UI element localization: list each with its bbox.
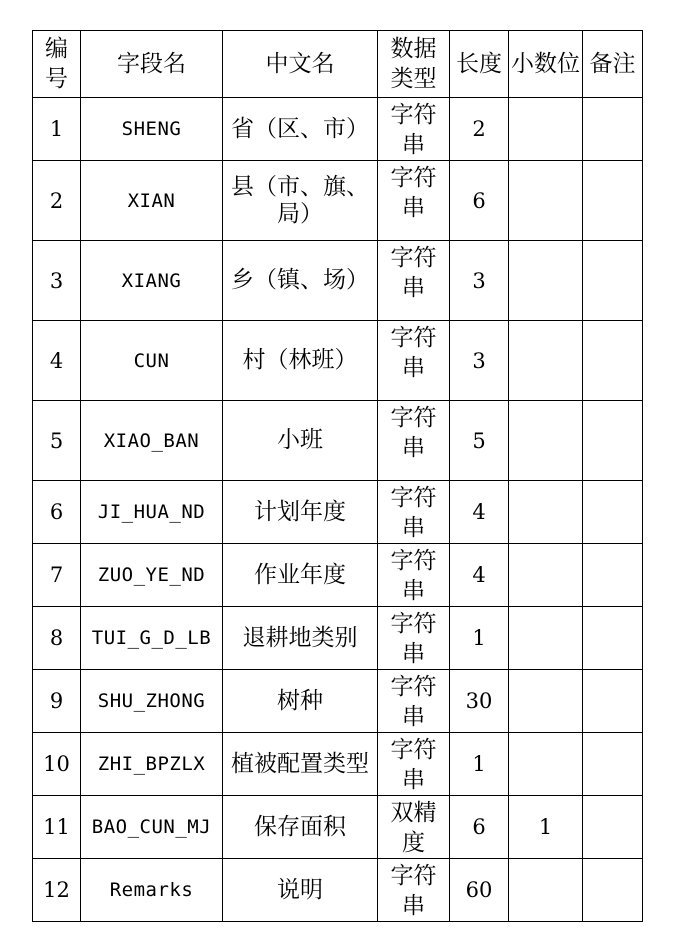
remarks-cell <box>583 161 643 241</box>
data-type-cell: 字符串 <box>378 859 450 922</box>
header-length: 长度 <box>450 31 509 98</box>
data-type-cell: 双精度 <box>378 796 450 859</box>
remarks-cell <box>583 859 643 922</box>
chinese-name-cell: 作业年度 <box>223 544 378 607</box>
length-cell: 1 <box>450 607 509 670</box>
field-name-cell: SHENG <box>81 98 223 161</box>
field-name-cell: Remarks <box>81 859 223 922</box>
remarks-cell <box>583 670 643 733</box>
field-name-cell: ZHI_BPZLX <box>81 733 223 796</box>
table-row <box>33 796 643 859</box>
table-row <box>33 607 643 670</box>
length-cell: 3 <box>450 321 509 401</box>
table-row <box>33 859 643 922</box>
field-name-cell: SHU_ZHONG <box>81 670 223 733</box>
length-cell: 2 <box>450 98 509 161</box>
length-cell: 60 <box>450 859 509 922</box>
length-cell: 3 <box>450 241 509 321</box>
decimals-cell <box>509 321 583 401</box>
chinese-name-cell: 保存面积 <box>223 796 378 859</box>
data-type-cell: 字符串 <box>378 241 450 321</box>
chinese-name-cell: 省（区、市） <box>223 98 378 161</box>
table-body <box>33 98 643 922</box>
row-number-cell: 8 <box>33 607 81 670</box>
chinese-name-cell: 乡（镇、场） <box>223 241 378 321</box>
chinese-name-cell: 村（林班） <box>223 321 378 401</box>
chinese-name-cell: 退耕地类别 <box>223 607 378 670</box>
row-number-cell: 1 <box>33 98 81 161</box>
chinese-name-cell: 小班 <box>223 401 378 481</box>
table-row <box>33 98 643 161</box>
decimals-cell <box>509 859 583 922</box>
data-type-cell: 字符串 <box>378 544 450 607</box>
table-row <box>33 733 643 796</box>
remarks-cell <box>583 481 643 544</box>
field-name-cell: JI_HUA_ND <box>81 481 223 544</box>
row-number-cell: 2 <box>33 161 81 241</box>
header-chinese-name: 中文名 <box>223 31 378 98</box>
field-name-cell: BAO_CUN_MJ <box>81 796 223 859</box>
data-type-cell: 字符串 <box>378 607 450 670</box>
field-name-cell: XIAO_BAN <box>81 401 223 481</box>
field-definition-table <box>32 30 643 922</box>
length-cell: 6 <box>450 161 509 241</box>
remarks-cell <box>583 401 643 481</box>
decimals-cell <box>509 481 583 544</box>
table-row <box>33 670 643 733</box>
field-name-cell: XIANG <box>81 241 223 321</box>
length-cell: 4 <box>450 481 509 544</box>
length-cell: 5 <box>450 401 509 481</box>
table-row <box>33 241 643 321</box>
chinese-name-cell: 植被配置类型 <box>223 733 378 796</box>
chinese-name-cell: 树种 <box>223 670 378 733</box>
row-number-cell: 7 <box>33 544 81 607</box>
header-data-type: 数据类型 <box>378 31 450 98</box>
length-cell: 6 <box>450 796 509 859</box>
remarks-cell <box>583 796 643 859</box>
row-number-cell: 6 <box>33 481 81 544</box>
data-type-cell: 字符串 <box>378 161 450 241</box>
remarks-cell <box>583 607 643 670</box>
field-name-cell: CUN <box>81 321 223 401</box>
header-no: 编号 <box>33 31 81 98</box>
decimals-cell <box>509 544 583 607</box>
decimals-cell: 1 <box>509 796 583 859</box>
data-type-cell: 字符串 <box>378 321 450 401</box>
data-type-cell: 字符串 <box>378 670 450 733</box>
length-cell: 30 <box>450 670 509 733</box>
row-number-cell: 9 <box>33 670 81 733</box>
data-type-cell: 字符串 <box>378 481 450 544</box>
row-number-cell: 10 <box>33 733 81 796</box>
data-type-cell: 字符串 <box>378 733 450 796</box>
length-cell: 4 <box>450 544 509 607</box>
chinese-name-cell: 计划年度 <box>223 481 378 544</box>
table-row <box>33 321 643 401</box>
header-decimals: 小数位 <box>509 31 583 98</box>
header-remarks: 备注 <box>583 31 643 98</box>
remarks-cell <box>583 733 643 796</box>
row-number-cell: 11 <box>33 796 81 859</box>
row-number-cell: 4 <box>33 321 81 401</box>
decimals-cell <box>509 733 583 796</box>
decimals-cell <box>509 401 583 481</box>
field-name-cell: TUI_G_D_LB <box>81 607 223 670</box>
data-type-cell: 字符串 <box>378 401 450 481</box>
decimals-cell <box>509 670 583 733</box>
field-name-cell: ZUO_YE_ND <box>81 544 223 607</box>
table-row <box>33 401 643 481</box>
row-number-cell: 3 <box>33 241 81 321</box>
chinese-name-cell: 说明 <box>223 859 378 922</box>
row-number-cell: 12 <box>33 859 81 922</box>
remarks-cell <box>583 241 643 321</box>
remarks-cell <box>583 321 643 401</box>
header-row <box>33 31 643 98</box>
decimals-cell <box>509 241 583 321</box>
length-cell: 1 <box>450 733 509 796</box>
decimals-cell <box>509 98 583 161</box>
table-row <box>33 544 643 607</box>
chinese-name-cell: 县（市、旗、局） <box>223 161 378 241</box>
field-name-cell: XIAN <box>81 161 223 241</box>
header-field-name: 字段名 <box>81 31 223 98</box>
row-number-cell: 5 <box>33 401 81 481</box>
remarks-cell <box>583 544 643 607</box>
table-row <box>33 481 643 544</box>
remarks-cell <box>583 98 643 161</box>
data-type-cell: 字符串 <box>378 98 450 161</box>
decimals-cell <box>509 607 583 670</box>
decimals-cell <box>509 161 583 241</box>
table-row <box>33 161 643 241</box>
